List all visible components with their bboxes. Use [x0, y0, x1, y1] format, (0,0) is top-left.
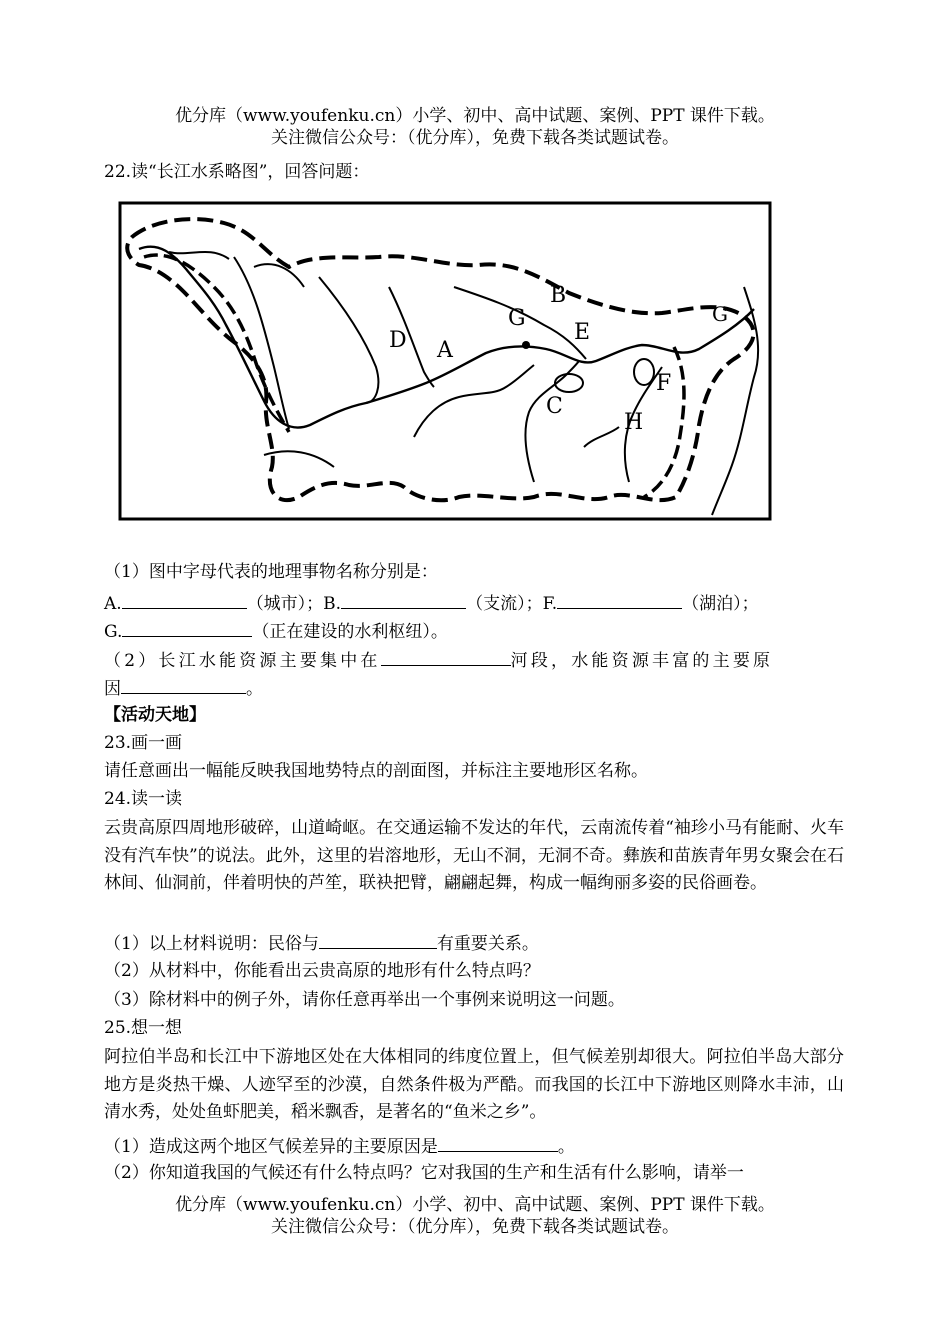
map-label-d: D: [389, 328, 407, 353]
q22-title: 22.读“长江水系略图”，回答问题：: [104, 162, 370, 182]
q25-sub2: （2）你知道我国的气候还有什么特点吗？它对我国的生产和生活有什么影响，请举一: [104, 1163, 744, 1183]
answer-blank-climate-cause[interactable]: [438, 1133, 558, 1152]
tributary-xiang: [525, 361, 579, 482]
q25-sub1-b: 。: [557, 1137, 575, 1157]
answer-blank-custom[interactable]: [319, 930, 437, 949]
q22-b-suffix: （支流）；F.: [466, 594, 558, 614]
poyang-lake: [634, 359, 654, 385]
header-line-1: 优分库（www.youfenku.cn）小学、初中、高中试题、案例、PPT 课件下载。: [175, 106, 775, 126]
answer-blank-b[interactable]: [341, 590, 466, 609]
map-label-e: E: [574, 320, 591, 345]
footer-line-1: 优分库（www.youfenku.cn）小学、初中、高中试题、案例、PPT 课件下载。: [175, 1195, 775, 1215]
sanxia-dam-marker: [522, 341, 530, 349]
q24-title: 24.读一读: [104, 789, 183, 809]
section-title: 【活动天地】: [104, 705, 206, 725]
q24-sub1-a: （1）以上材料说明：民俗与: [104, 934, 319, 954]
q25-sub1-a: （1）造成这两个地区气候差异的主要原因是: [104, 1137, 438, 1157]
q23-title: 23.画一画: [104, 733, 183, 753]
q25-sub1: [104, 1133, 575, 1159]
map-label-f: F: [656, 371, 672, 396]
q22-g-prefix: G.: [104, 622, 123, 642]
q24-sub1: [104, 930, 539, 956]
q22-sub2-a: （2）长江水能资源主要集中在: [104, 651, 381, 671]
q22-f-suffix: （湖泊）；: [682, 594, 759, 614]
map-label-b: B: [550, 283, 567, 308]
q24-sub1-b: 有重要关系。: [436, 934, 539, 954]
q23-text: 请任意画出一幅能反映我国地势特点的剖面图，并标注主要地形区名称。: [104, 761, 648, 781]
tributary-d-river: [319, 277, 378, 403]
map-label-g1: G: [508, 306, 526, 331]
q22-row-a-b-f: [104, 590, 759, 616]
q22-g-suffix: （正在建设的水利枢纽）。: [252, 622, 448, 642]
q22-a-suffix: （城市）；B.: [246, 594, 342, 614]
yangtze-river-map: [114, 197, 776, 525]
answer-blank-hydro-section[interactable]: [381, 647, 511, 666]
q22-row-g: [104, 618, 448, 644]
answer-blank-f[interactable]: [557, 590, 682, 609]
q22-sub1: （1）图中字母代表的地理事物名称分别是：: [104, 562, 438, 582]
q22-sub2-row: [104, 647, 844, 673]
footer-line-2: 关注微信公众号：（优分库），免费下载各类试题试卷。: [271, 1217, 679, 1237]
answer-blank-g[interactable]: [122, 618, 252, 637]
q24-sub2: （2）从材料中，你能看出云贵高原的地形有什么特点吗？: [104, 961, 540, 981]
q25-paragraph: 阿拉伯半岛和长江中下游地区处在大体相同的纬度位置上，但气候差别却很大。阿拉伯半岛大部分地方是炎热干燥、人迹罕至的沙漠，自然条件极为严酷。而我国的长江中下游地区则降水丰沛，山清水秀，处处鱼虾肥美，稻米飘香，是著名的“鱼米之乡”。: [104, 1047, 844, 1122]
q22-sub2-d: 。: [246, 679, 263, 699]
q24-sub3: （3）除材料中的例子外，请你任意再举出一个事例来说明这一问题。: [104, 990, 625, 1010]
dongting-lake: [555, 374, 583, 392]
q22-sub2-b: 河段，水能资源丰富的主要原: [510, 651, 774, 671]
map-label-g2: G: [712, 302, 728, 326]
q22-a-prefix: A.: [104, 594, 122, 614]
tributary-min: [234, 257, 289, 429]
map-label-c: C: [546, 394, 563, 419]
q22-sub2-c: 因: [104, 679, 121, 699]
map-label-h: H: [624, 410, 644, 435]
tributary-wu: [414, 365, 534, 437]
basin-inner-boundary: [144, 255, 684, 497]
map-label-a: A: [437, 338, 453, 363]
header-line-2: 关注微信公众号：（优分库），免费下载各类试题试卷。: [271, 128, 679, 148]
q24-paragraph: 云贵高原四周地形破碎，山道崎岖。在交通运输不发达的年代，云南流传着“袖珍小马有能耐、火车没有汽车快”的说法。此外，这里的岩溶地形，无山不洞，无洞不奇。彝族和苗族青年男女聚会在石林间、仙洞前，伴着明快的芦笙，联袂把臂，翩翩起舞，构成一幅绚丽多姿的民俗画卷。: [104, 818, 844, 893]
q22-sub2-row2: [104, 675, 263, 701]
answer-blank-hydro-reason[interactable]: [121, 675, 246, 694]
tributary-lower: [264, 427, 619, 467]
tributary-upper: [169, 252, 304, 287]
q25-title: 25.想一想: [104, 1018, 183, 1038]
answer-blank-a[interactable]: [122, 590, 247, 609]
